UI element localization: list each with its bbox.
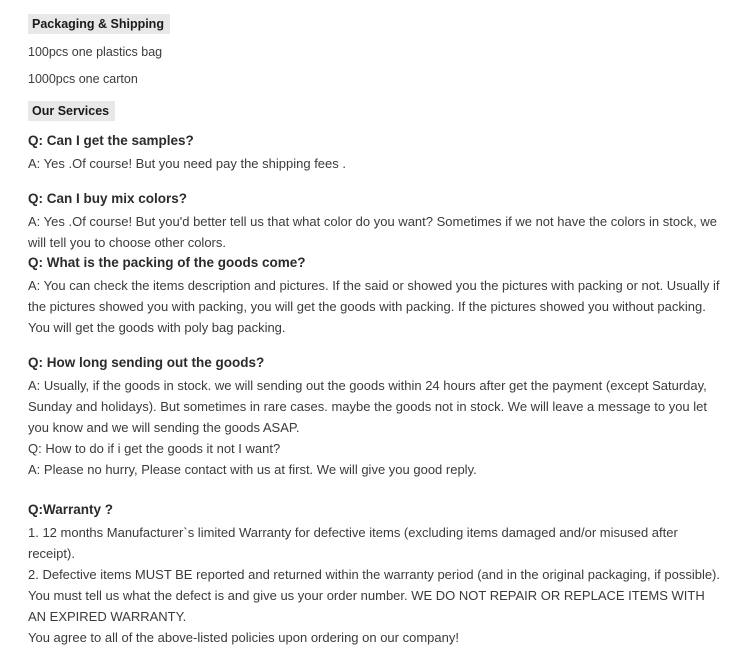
- packaging-section-heading: Packaging & Shipping: [28, 14, 170, 34]
- warranty-block: [28, 500, 722, 648]
- qa-question-plain: Q: How to do if i get the goods it not I want?: [28, 441, 281, 456]
- qa-question: Q: Can I get the samples?: [28, 133, 194, 148]
- qa-answer: A: Yes .Of course! But you need pay the shipping fees .: [28, 156, 346, 171]
- spacer: [28, 174, 722, 189]
- services-section-heading: Our Services: [28, 101, 115, 121]
- qa-item-shipping-time: [28, 353, 722, 438]
- qa-answer: A: Usually, if the goods in stock. we will sending out the goods within 24 hours after get the payment (except Saturday, Sunday and holidays). But sometimes in rare cases. maybe the goods not in stock. We will leave a message to you let you know and we will sending the goods ASAP.: [28, 378, 707, 435]
- spacer: [28, 338, 722, 353]
- warranty-closing: You agree to all of the above-listed policies upon ordering on our company!: [28, 630, 459, 645]
- qa-question: Q: How long sending out the goods?: [28, 355, 265, 370]
- qa-item-mix-colors: [28, 189, 722, 253]
- services-content: [28, 131, 722, 648]
- warranty-question: Q:Warranty ?: [28, 502, 114, 517]
- product-description-page: [0, 14, 750, 650]
- spacer: [28, 480, 722, 500]
- packaging-line-2: 1000pcs one carton: [28, 72, 138, 86]
- warranty-item-1: 1. 12 months Manufacturer`s limited Warranty for defective items (excluding items damaged and/or misused after receipt).: [28, 525, 678, 561]
- qa-question: Q: Can I buy mix colors?: [28, 191, 188, 206]
- packaging-line-1: 100pcs one plastics bag: [28, 45, 163, 59]
- qa-question: Q: What is the packing of the goods come?: [28, 255, 306, 270]
- qa-item-wrong-goods: [28, 438, 722, 480]
- services-heading-row: [28, 101, 722, 121]
- qa-item-packing: [28, 253, 722, 338]
- qa-item-samples: [28, 131, 722, 174]
- qa-answer: A: Yes .Of course! But you'd better tell us that what color do you want? Sometimes if we not have the colors in stock, we will tell you to choose other colors.: [28, 214, 717, 250]
- packaging-heading-row: [28, 14, 722, 34]
- qa-answer: A: You can check the items description and pictures. If the said or showed you the pictures with packing or not. Usually if the pictures showed you with packing, you will get the goods with packing. If the pictures showed you without packing. You will get the goods with poly bag packing.: [28, 278, 720, 335]
- warranty-item-2: 2. Defective items MUST BE reported and returned within the warranty period (and in the original packaging, if possible). You must tell us what the defect is and give us your order number. WE DO NOT REPAIR OR REPLACE ITEMS WITH AN EXPIRED WARRANTY.: [28, 567, 721, 624]
- qa-answer: A: Please no hurry, Please contact with us at first. We will give you good reply.: [28, 462, 477, 477]
